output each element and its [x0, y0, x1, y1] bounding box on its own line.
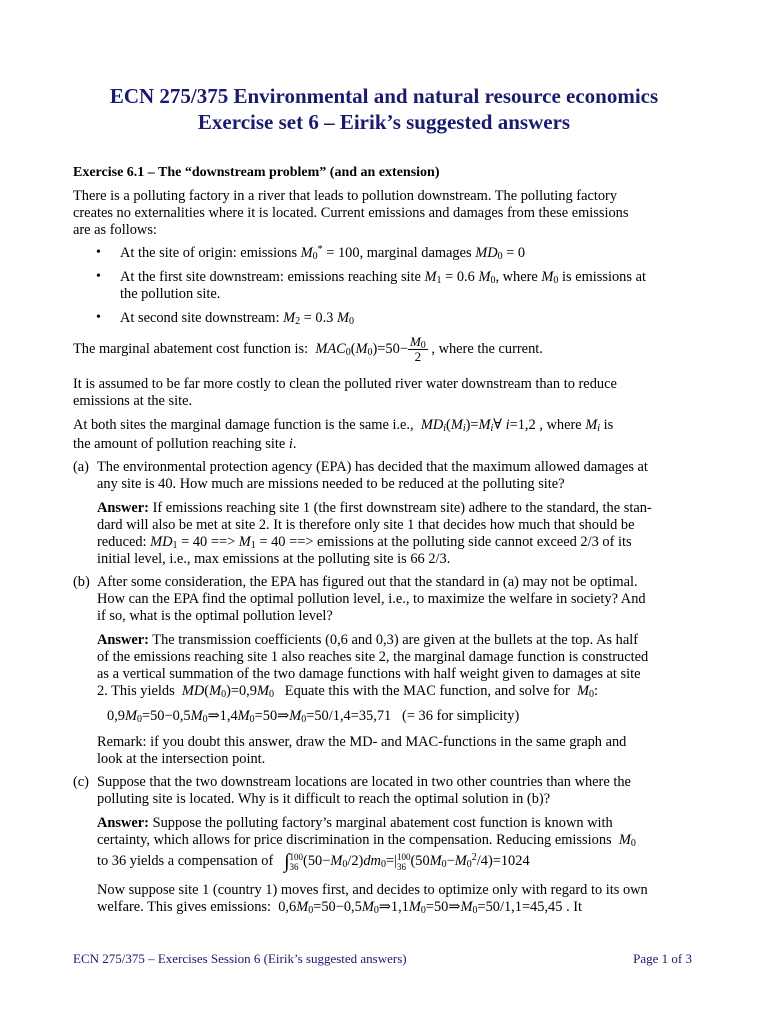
md-line-post: , where: [539, 417, 582, 433]
part-b-remark-2: look at the intersection point.: [97, 751, 266, 767]
part-b-label: (b): [73, 574, 90, 590]
part-c-now-2: welfare. This gives emissions: $0,6M_0=50-0,5M_0\Rightarrow 1,1M_0=50\Rightarrow M_0=50/1,1=45,45$ . It: [97, 899, 583, 916]
part-a-answer-2: dard will also be met at site 2. It is therefore only site 1 that decides how much that should be: [97, 517, 635, 533]
md-formula: $MD_i(M_i)=M_i\forall$ i=1,2: [420, 417, 536, 434]
country1-formula: $0,6M_0=50-0,5M_0\Rightarrow 1,1M_0=50\Rightarrow M_0=50/1,1=45,45$: [278, 899, 563, 916]
intro-line-2: creates no externalities where it is located. Current emissions and damages from these emissions: [73, 205, 629, 221]
footer-left: ECN 275/375 – Exercises Session 6 (Eirik’s suggested answers): [73, 951, 407, 966]
bullet-marker: •: [96, 310, 101, 325]
part-a-label: (a): [73, 459, 89, 475]
bullet-1-mid: = 100, marginal damages: [322, 245, 476, 261]
costly-line-2: emissions at the site.: [73, 393, 193, 409]
bullet-3: At second site downstream: $M_2 = 0.3$ $M_0$: [120, 310, 354, 327]
part-b-question-2: How can the EPA find the optimal pollution level, i.e., to maximize the welfare in society? And: [97, 591, 646, 607]
bullet-1-post: = 0: [502, 245, 526, 261]
bullet-2-post: is emissions at: [558, 269, 646, 285]
costly-line-1: It is assumed to be far more costly to clean the polluted river water downstream than to reduce: [73, 376, 617, 392]
mac-formula: $MAC_0(M_0)=50-$ $\frac{M_0}{2}$: [315, 334, 426, 365]
part-b-answer-2: of the emissions reaching site 1 also reaches site 2, the marginal damage function is constructed: [97, 649, 649, 665]
part-c-question-2: polluting site is located. Why is it difficult to reach the optimal solution in (b)?: [97, 791, 551, 807]
part-b-question-3: if so, what is the optimal pollution level?: [97, 608, 333, 624]
part-c-answer-2: certainty, which allows for price discrimination in the compensation. Reducing emissions $M_0$: [97, 832, 636, 849]
compensation-integral: ∫100 36 $(50-M_0/2)dm_0=|100$ 36 $(50M_0-M_0^2/4)=1024$: [284, 850, 530, 873]
exercise-heading: Exercise 6.1 – The “downstream problem” (and an extension): [73, 165, 440, 180]
md-line-pre: At both sites the marginal damage function is the same i.e.,: [73, 417, 414, 433]
md-line-2: the amount of pollution reaching site i.: [73, 436, 297, 452]
part-a-question-2: any site is 40. How much are missions needed to be reduced at the polluting site?: [97, 476, 565, 492]
bullet-2: At the first site downstream: emissions reaching site $M_1 = 0.6$ $M_0$, where $M_0$ is emissions at: [120, 269, 646, 286]
part-a-answer-1: Answer: If emissions reaching site 1 (the first downstream site) adhere to the standard, the stan-: [97, 500, 652, 516]
md-function-line: At both sites the marginal damage function is the same i.e., $MD_i(M_i)=M_i\forall$ i=1,2 , where $M_i$ is: [73, 417, 614, 434]
bullet-1-pre: At the site of origin: emissions: [120, 245, 301, 261]
part-c-label: (c): [73, 774, 89, 790]
part-b-remark-1: Remark: if you doubt this answer, draw the MD- and MAC-functions in the same graph and: [97, 734, 627, 750]
page-title-line-2: Exercise set 6 – Eirik’s suggested answers: [197, 110, 571, 134]
mac-line-post: , where the current.: [431, 341, 543, 357]
md-sum-formula: $MD(M_0)=0,9M_0$: [181, 683, 274, 700]
optimum-formula: $0,9M_0=50-0,5M_0\Rightarrow 1,4M_0=50\Rightarrow M_0=50/1,4=35,71$: [107, 708, 392, 725]
part-a-answer-4: initial level, i.e., max emissions at the polluting site is 66 2/3.: [97, 551, 451, 567]
part-c-answer-3: to 36 yields a compensation of ∫100 36 $(50-M_0/2)dm_0=|100$ 36 $(50M_0-M_0^2/4)=1024$: [97, 850, 530, 873]
part-c-question-1: Suppose that the two downstream locations are located in two other countries than where the: [97, 774, 631, 790]
bullet-2-line-2: the pollution site.: [120, 286, 221, 302]
part-b-answer-4: 2. This yields $MD(M_0)=0,9M_0$ Equate this with the MAC function, and solve for $M_0$:: [97, 683, 598, 700]
part-a-question-1: The environmental protection agency (EPA) has decided that the maximum allowed damages at: [97, 459, 648, 475]
footer-page-number: Page 1 of 3: [633, 951, 692, 966]
part-a-answer-3: reduced: $MD_1 = 40$ ==> $M_1 = 40$ ==> emissions at the polluting side cannot exceed 2/3 of its: [97, 534, 632, 551]
part-b-answer-1: Answer: The transmission coefficients (0,6 and 0,3) are given at the bullets at the top. As half: [97, 632, 638, 648]
page-title-line-1: ECN 275/375 Environmental and natural resource economics: [109, 84, 659, 108]
bullet-2-pre: At the first site downstream: emissions reaching site: [120, 269, 425, 285]
mac-function-line: [73, 334, 698, 364]
mac-line-pre: The marginal abatement cost function is:: [73, 341, 309, 357]
part-b-equation: $0,9M_0=50-0,5M_0\Rightarrow 1,4M_0=50\Rightarrow M_0=50/1,4=35,71$ (= 36 for simplicity): [107, 708, 520, 725]
bullet-3-pre: At second site downstream:: [120, 310, 284, 326]
bullet-1: At the site of origin: emissions $M_0^* = 100$, marginal damages $MD_0 = 0$: [120, 244, 526, 262]
part-c-answer-1: Answer: Suppose the polluting factory’s marginal abatement cost function is known with: [97, 815, 613, 831]
bullet-2-mid2: , where: [495, 269, 542, 285]
intro-line-1: There is a polluting factory in a river that leads to pollution downstream. The polluting factory: [73, 188, 618, 204]
bullet-3-mid: = 0.3: [300, 310, 337, 326]
part-b-answer-3: as a vertical summation of the two damage functions with half weight given to damages at site: [97, 666, 641, 682]
part-b-question-1: After some consideration, the EPA has figured out that the standard in (a) may not be optimal.: [97, 574, 638, 590]
intro-line-3: are as follows:: [73, 222, 157, 238]
part-c-now-1: Now suppose site 1 (country 1) moves first, and decides to optimize only with regard to its own: [97, 882, 648, 898]
bullet-marker: •: [96, 269, 101, 284]
bullet-marker: •: [96, 245, 101, 260]
bullet-2-mid: = 0.6: [441, 269, 479, 285]
